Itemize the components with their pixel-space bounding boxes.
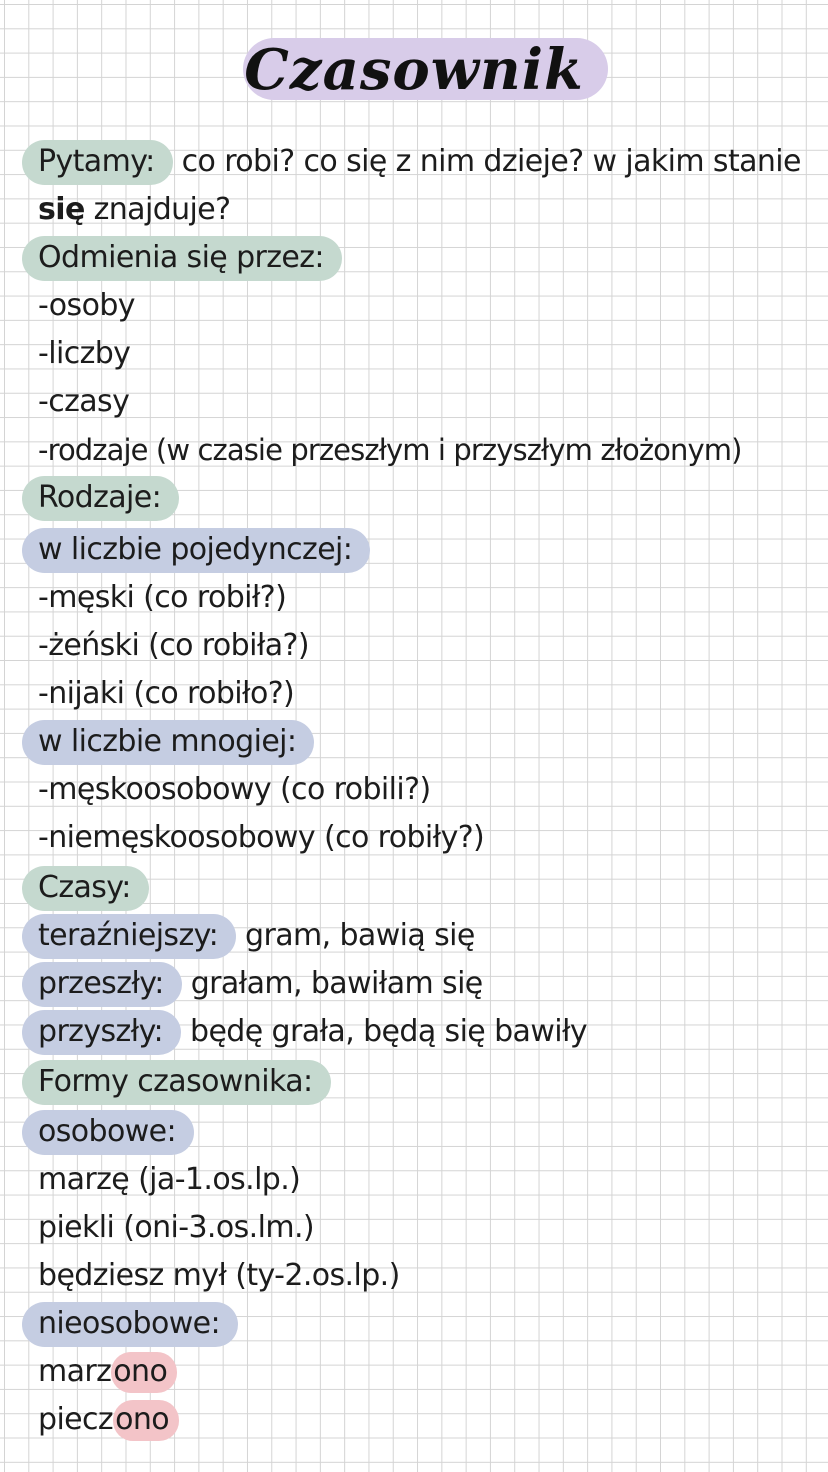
odmiana-heading-line — [38, 234, 342, 282]
czas-label: teraźniejszy: — [22, 914, 236, 959]
rodzaj-item: -nijaki (co robiło?) — [38, 676, 295, 711]
czasy-heading-line — [38, 864, 149, 912]
page-title: Czasownik — [244, 37, 584, 103]
nieosobowe-ending: ono — [113, 1400, 179, 1441]
singular-heading-line — [38, 526, 370, 574]
rodzaje-heading: Rodzaje: — [22, 476, 179, 521]
plural-heading-line — [38, 718, 314, 766]
nieosobowe-ending: ono — [111, 1352, 177, 1393]
pytamy-line — [38, 138, 801, 186]
czas-example: grałam, bawiłam się — [181, 966, 483, 1001]
singular-heading: w liczbie pojedynczej: — [22, 528, 370, 573]
rodzaje-heading-line — [38, 474, 179, 522]
nieosobowe-stem: marz — [38, 1354, 112, 1389]
nieosobowe-heading-line — [38, 1300, 238, 1348]
odmiana-item: -liczby — [38, 336, 131, 371]
plural-heading: w liczbie mnogiej: — [22, 720, 314, 765]
czas-label: przyszły: — [22, 1010, 181, 1055]
nieosobowe-item — [38, 1348, 177, 1396]
nieosobowe-heading: nieosobowe: — [22, 1302, 238, 1347]
rodzaj-item: -męski (co robił?) — [38, 580, 287, 615]
pytamy-text: co robi? co się z nim dzieje? w jakim stanie — [172, 144, 801, 179]
pytamy-line-cont — [38, 186, 230, 234]
formy-heading-line — [38, 1058, 331, 1106]
osobowe-heading: osobowe: — [22, 1110, 194, 1155]
czas-line — [38, 960, 483, 1008]
rodzaj-item: -męskoosobowy (co robili?) — [38, 772, 431, 807]
czas-line — [38, 1008, 587, 1056]
pytamy-cont-prefix: się — [38, 192, 85, 227]
czas-example: będę grała, będą się bawiły — [181, 1014, 588, 1049]
formy-heading: Formy czasownika: — [22, 1060, 331, 1105]
czasy-heading: Czasy: — [22, 866, 149, 911]
odmiana-item: -osoby — [38, 288, 135, 323]
czas-line — [38, 912, 475, 960]
czas-example: gram, bawią się — [236, 918, 475, 953]
title-block — [0, 30, 828, 110]
osobowe-item: będziesz mył (ty-2.os.lp.) — [38, 1258, 400, 1293]
osobowe-item: piekli (oni-3.os.lm.) — [38, 1210, 314, 1245]
nieosobowe-item — [38, 1396, 179, 1444]
pytamy-cont-suffix: znajduje? — [84, 192, 231, 227]
osobowe-heading-line — [38, 1108, 194, 1156]
czas-label: przeszły: — [22, 962, 182, 1007]
odmiana-item: -rodzaje (w czasie przeszłym i przyszłym złożonym) — [38, 433, 742, 467]
odmiana-item: -czasy — [38, 384, 130, 419]
osobowe-item: marzę (ja-1.os.lp.) — [38, 1162, 301, 1197]
rodzaj-item: -żeński (co robiła?) — [38, 628, 309, 663]
odmiana-heading: Odmienia się przez: — [22, 236, 342, 281]
rodzaj-item: -niemęskoosobowy (co robiły?) — [38, 820, 485, 855]
nieosobowe-stem: piecz — [38, 1402, 114, 1437]
pytamy-label: Pytamy: — [22, 140, 173, 185]
